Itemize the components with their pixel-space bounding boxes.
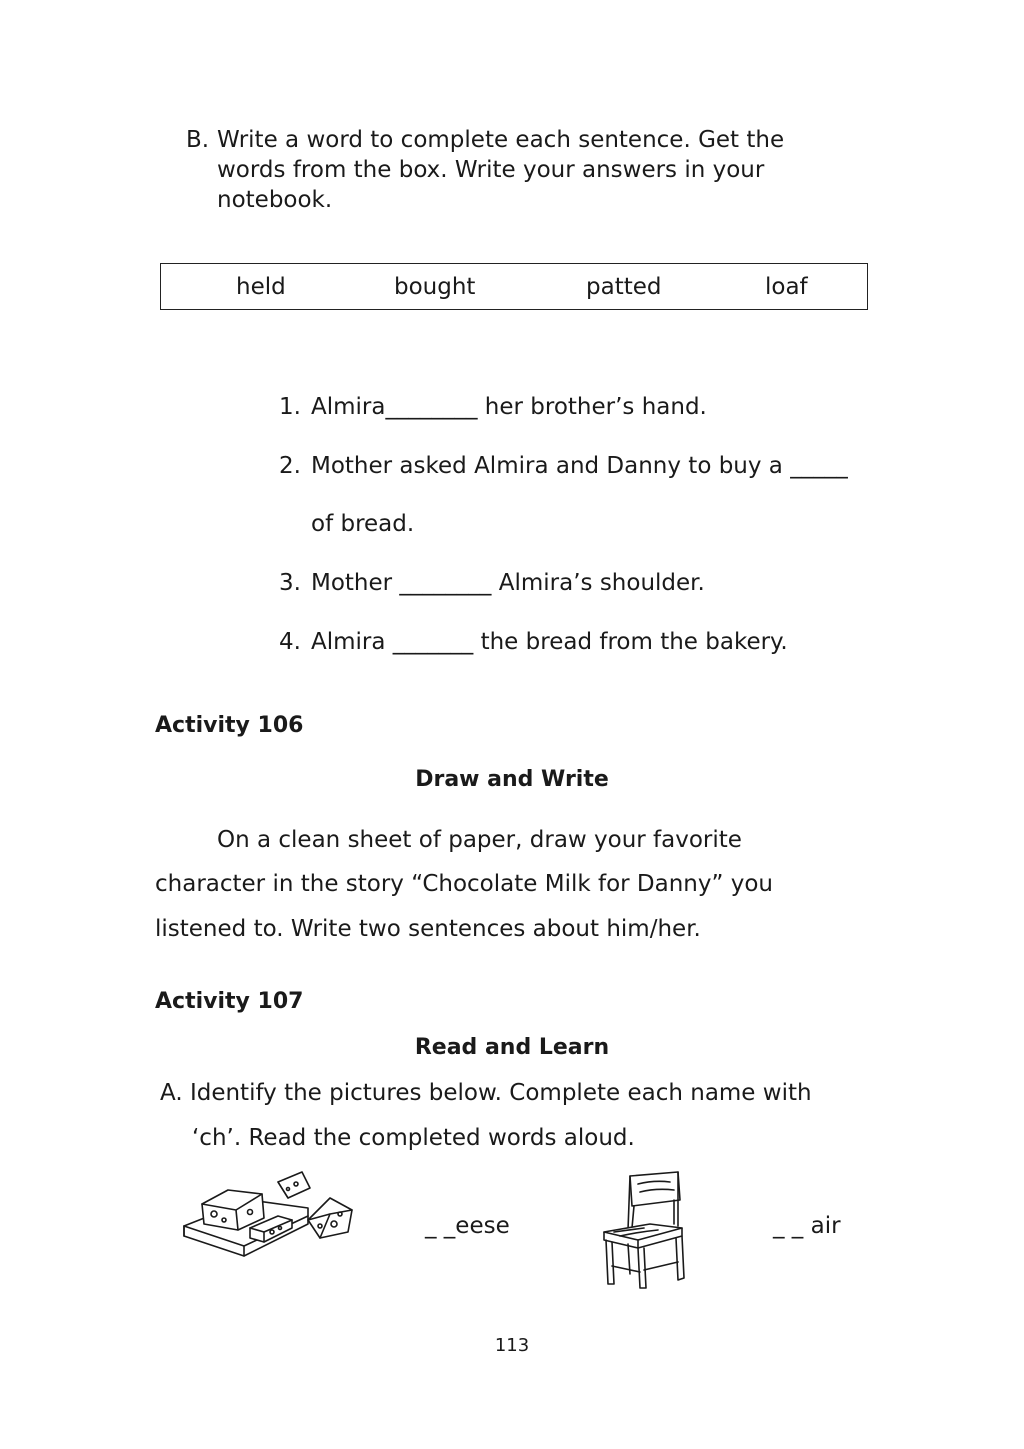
section-b-instructions [217,125,837,215]
activity-107-subheading: Read and Learn [414,1035,610,1060]
instruction-line: notebook. [217,187,333,213]
word-box-item: held [236,274,286,300]
cheese-illustration [180,1168,360,1260]
sentence-number: 2. [279,453,301,479]
cheese-blank-word: _ _eese [425,1213,510,1239]
sentence-continuation: of bread. [311,511,415,537]
activity-106-paragraph-line: listened to. Write two sentences about him/her. [155,916,701,942]
word-box-item: loaf [765,274,808,300]
sentence-text: Mother asked Almira and Danny to buy a _____ [311,453,848,479]
word-box-item: bought [394,274,476,300]
word-box-item: patted [586,274,662,300]
sentence-text: Almira _______ the bread from the bakery. [311,629,788,655]
instruction-line: words from the box. Write your answers in your [217,157,765,183]
sentence-text: Almira________ her brother’s hand. [311,394,707,420]
activity-107-instruction-line: A. Identify the pictures below. Complete each name with [160,1080,812,1106]
activity-107-instruction-line: ‘ch’. Read the completed words aloud. [192,1125,635,1151]
instruction-line: Write a word to complete each sentence. Get the [217,127,785,153]
sentence-number: 3. [279,570,301,596]
activity-106-paragraph-line: character in the story “Chocolate Milk for Danny” you [155,871,773,897]
activity-106-subheading: Draw and Write [415,767,609,792]
sentence-number: 4. [279,629,301,655]
page-number: 113 [494,1335,530,1356]
section-b-marker: B. [186,127,210,153]
activity-106-heading: Activity 106 [155,713,304,738]
chair-blank-word: _ _ air [773,1213,841,1239]
sentence-text: Mother ________ Almira’s shoulder. [311,570,705,596]
activity-107-heading: Activity 107 [155,989,304,1014]
chair-illustration [598,1170,686,1290]
sentence-number: 1. [279,394,301,420]
activity-106-paragraph-line: On a clean sheet of paper, draw your favorite [217,827,742,853]
